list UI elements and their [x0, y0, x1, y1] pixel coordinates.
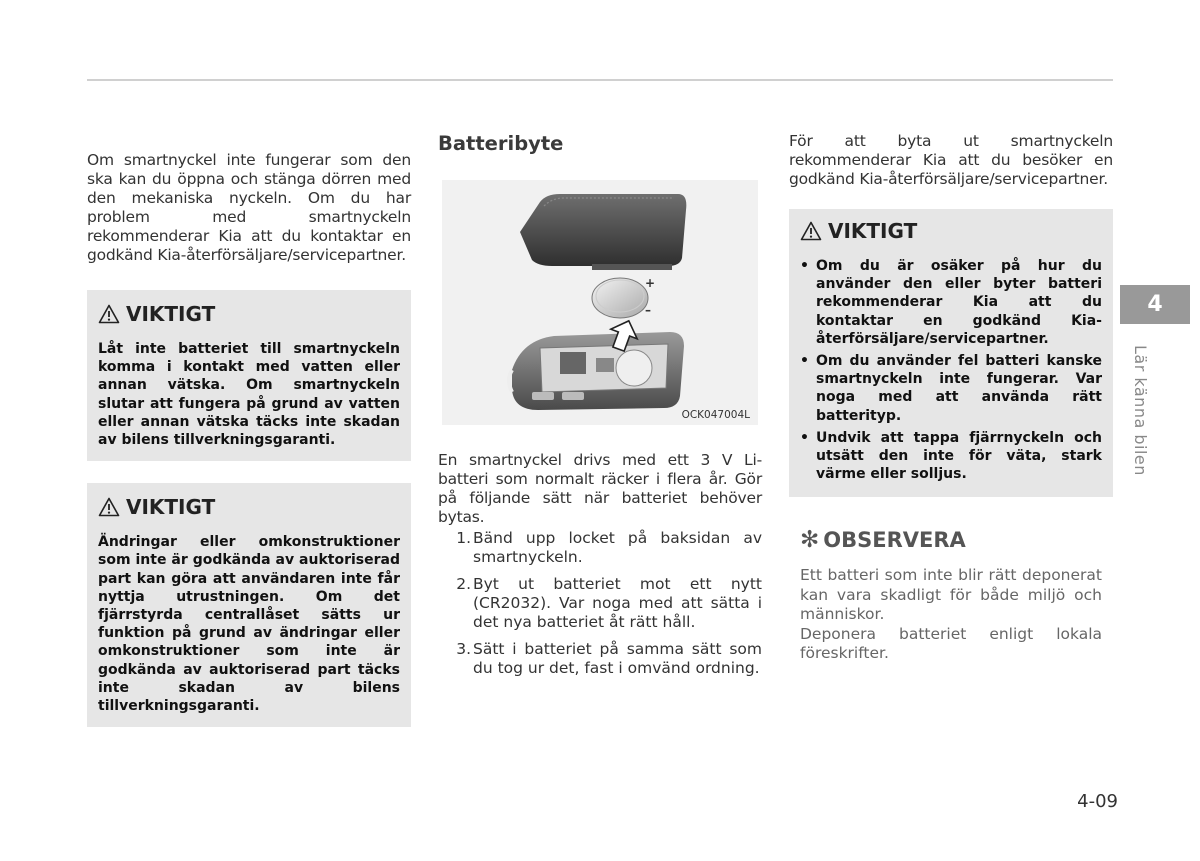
list-item [800, 352, 1102, 425]
warning-box-3 [789, 209, 1113, 497]
battery-illustration [442, 180, 758, 425]
step-number: 1. [456, 529, 471, 547]
step-text: Bänd upp locket på baksidan av smartnyckeln. [473, 529, 762, 566]
list-item [438, 575, 762, 632]
bullet-dot: • [800, 429, 809, 446]
battery-intro: En smartnyckel drivs med ett 3 V Li-batteri som normalt räcker i flera år. Gör på följande sätt när batteriet behöver bytas. [438, 451, 762, 526]
warning-title-text: VIKTIGT [828, 219, 918, 243]
chapter-title: Lär känna bilen [1131, 345, 1150, 476]
warning-title [98, 302, 400, 326]
observera-text: Deponera batteriet enligt lokala föreskrifter. [800, 624, 1102, 663]
figure-code: OCK047004L [681, 409, 750, 421]
smart-key-battery-drawing [442, 180, 758, 425]
warning-title [800, 219, 1102, 243]
chapter-tab[interactable]: 4 [1120, 285, 1190, 324]
list-item [800, 257, 1102, 348]
plus-sign: + [645, 276, 656, 290]
list-item [438, 529, 762, 567]
list-item [438, 640, 762, 678]
bullet-text: Undvik att tappa fjärrnyckeln och utsätt den inte för väta, stark värme eller solljus. [816, 429, 1102, 483]
warning-text: Låt inte batteriet till smartnyckeln komma i kontakt med vatten eller annan vätska. Om smartnyckeln slutar att fungera på grund av vatten eller annan vätska täcks inte skadan av bilens tillverkningsgaranti. [98, 341, 400, 449]
step-number: 3. [456, 640, 471, 658]
observera-title-text: OBSERVERA [823, 528, 966, 553]
page-number: 4-09 [1077, 791, 1118, 812]
replace-key-paragraph: För att byta ut smartnyckeln rekommenderar Kia att du besöker en godkänd Kia-återförsäljare/servicepartner. [789, 132, 1113, 188]
asterisk-icon: ✻ [800, 527, 820, 554]
bullet-text: Om du är osäker på hur du använder den eller byter batteri rekommenderar Kia att du kontaktar en godkänd Kia-återförsäljare/servicepartner. [816, 258, 1102, 347]
warning-title [98, 495, 400, 519]
column-1 [87, 151, 411, 727]
column-2-body [438, 451, 762, 686]
warning-bullets [800, 257, 1102, 483]
observera-section [789, 527, 1113, 664]
section-heading: Batteribyte [438, 132, 564, 155]
warning-triangle-icon [800, 221, 822, 241]
minus-sign: – [645, 303, 651, 317]
bullet-dot: • [800, 258, 809, 274]
warning-box-1 [87, 290, 411, 461]
warning-title-text: VIKTIGT [126, 495, 216, 520]
column-3 [789, 132, 1113, 664]
warning-triangle-icon [98, 497, 120, 517]
list-item [800, 429, 1102, 484]
warning-box-2 [87, 483, 411, 727]
bullet-dot: • [800, 353, 809, 370]
warning-triangle-icon [98, 304, 120, 324]
column-2 [438, 132, 762, 155]
step-text: Byt ut batteriet mot ett nytt (CR2032). Var noga med att sätta i det nya batteriet åt rätt håll. [473, 575, 762, 631]
steps-list [438, 529, 762, 678]
header-rule [87, 79, 1113, 81]
warning-text: Ändringar eller omkonstruktioner som inte är godkända av auktoriserad part kan göra att användaren inte får nyttja utrustningen. Om det fjärrstyrda centrallåset sätts ur funktion på grund av ändringar eller omkonstruktioner som inte är godkända av auktoriserad part täcks inte skadan av bilens tillverkningsgaranti. [98, 534, 400, 715]
intro-paragraph: Om smartnyckel inte fungerar som den ska kan du öppna och stänga dörren med den mekaniska nyckeln. Om du har problem med smartnyckeln rekommenderar Kia att du kontaktar en godkänd Kia-återförsäljare/servicepartner. [87, 151, 411, 264]
chapter-side-label [1128, 345, 1154, 490]
step-text: Sätt i batteriet på samma sätt som du tog ur det, fast i omvänd ordning. [473, 640, 762, 677]
warning-title-text: VIKTIGT [126, 302, 216, 326]
observera-text: Ett batteri som inte blir rätt deponerat kan vara skadligt för både miljö och människor. [800, 566, 1102, 624]
observera-title [800, 527, 1102, 553]
step-number: 2. [456, 575, 471, 593]
bullet-text: Om du använder fel batteri kanske smartnyckeln inte fungerar. Var noga med att använda rätt batterityp. [816, 353, 1102, 424]
